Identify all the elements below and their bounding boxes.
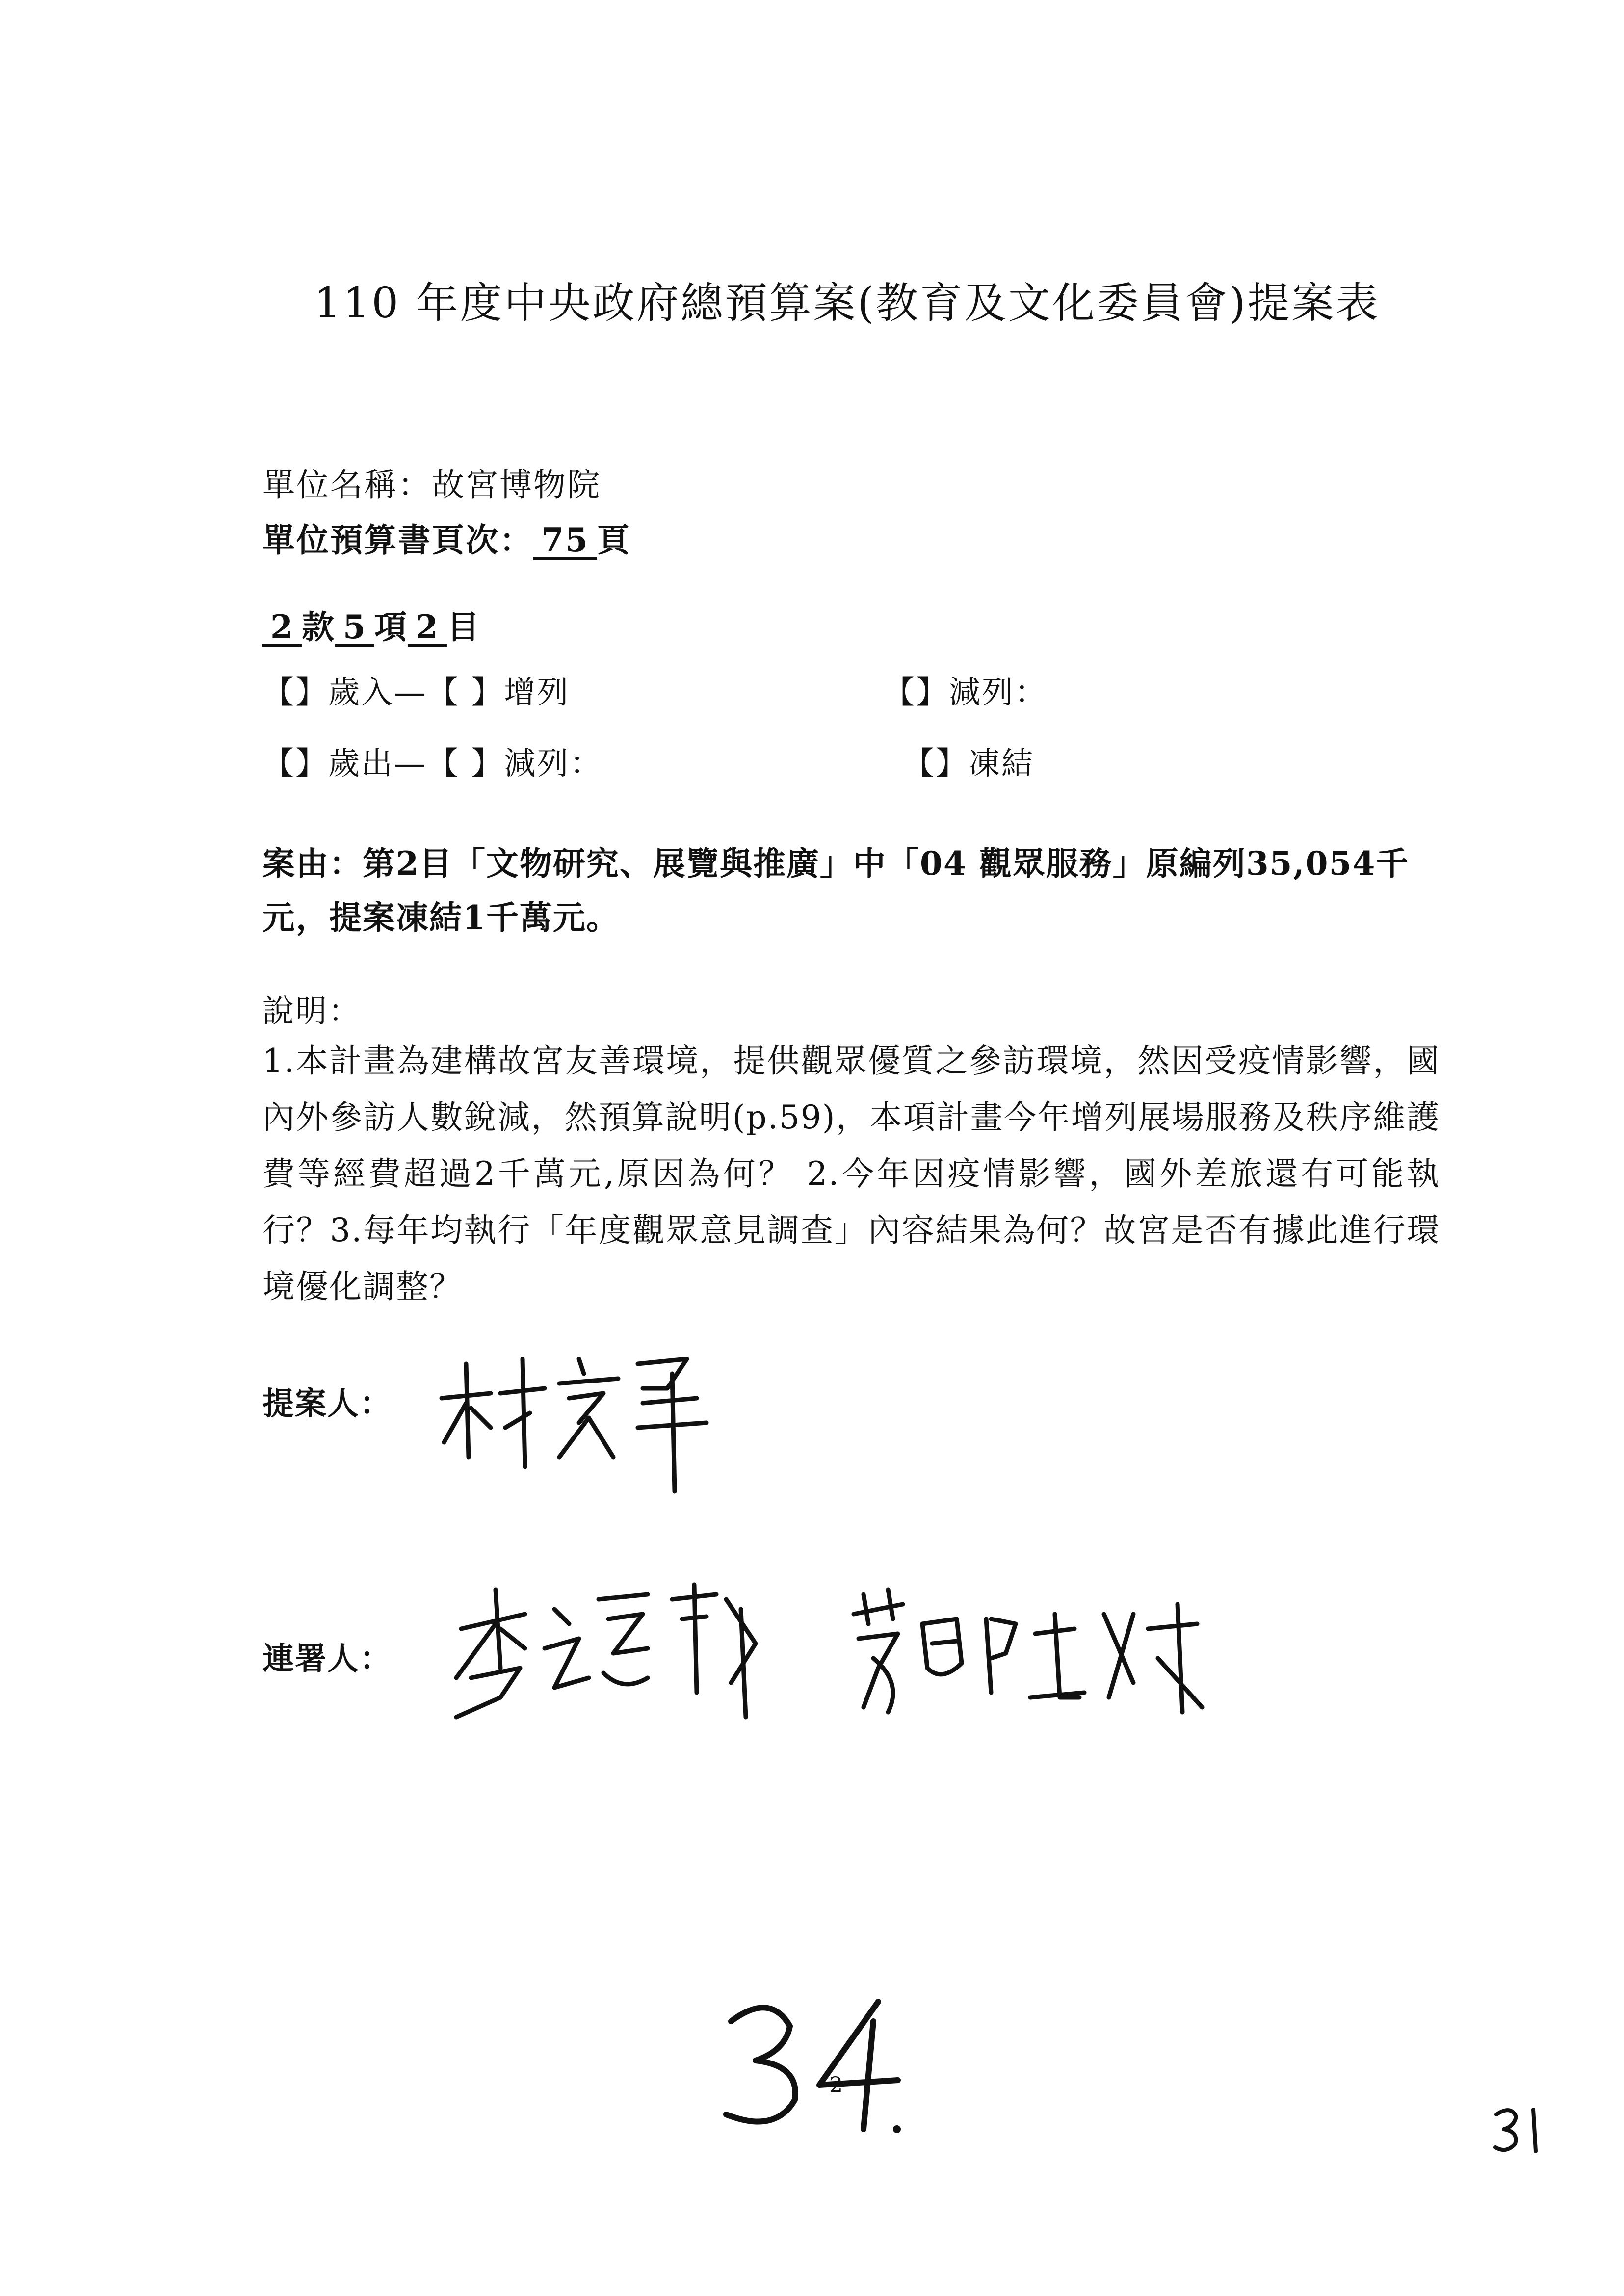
budget-page-number: 75 [533,523,597,560]
handwritten-corner-number [1492,2102,1550,2156]
option-revenue-increase: 【】歲入—【 】增列 [262,675,570,711]
budget-page-line [262,514,631,561]
budget-page-label: 單位預算書頁次： [262,521,533,559]
mu-number: 2 [408,610,447,647]
mu-label: 目 [446,608,480,646]
handwritten-page-number [716,1992,922,2139]
unit-name-value: 故宮博物院 [432,466,601,504]
document-title: 110 年度中央政府總預算案(教育及文化委員會)提案表 [314,279,1380,328]
proposer-label: 提案人： [262,1385,392,1422]
explanation-label: 說明： [262,993,361,1030]
proposal-reason: 案由：第2目「文物研究、展覽與推廣」中「04 觀眾服務」原編列35,054千元，提案凍結1千萬元。 [262,844,1410,937]
unit-name-line [262,459,601,505]
option-freeze: 【】凍結 [903,746,1034,782]
kuan-label: 款 [301,608,335,646]
option-expenditure-decrease: 【】歲出—【 】減列： [262,746,603,782]
cosigner-signature-1 [442,1570,775,1737]
unit-name-label: 單位名稱： [262,466,432,504]
page-number-small: 2 [829,2073,843,2098]
xiang-label: 項 [374,608,408,646]
option-revenue-decrease: 【】減列： [883,675,1048,711]
kuan-number: 2 [262,610,302,647]
xiang-number: 5 [335,610,374,647]
proposer-signature [432,1344,751,1511]
budget-page-suffix: 頁 [597,521,631,559]
cosigner-signature-2 [844,1585,1217,1737]
cosigners-label: 連署人： [262,1641,392,1677]
explanation-body: 1.本計畫為建構故宮友善環境，提供觀眾優質之參訪環境，然因受疫情影響，國內外參訪人數銳減，然預算說明(p.59)，本項計畫今年增列展場服務及秩序維護費等經費超過2千萬元,原因為何？ 2.今年因疫情影響，國外差旅還有可能執行？3.每年均執行「年度觀眾意見調查」內容結果為何？故宮是否有據此進行環境優化調整？ [262,1042,1440,1305]
kuan-xiang-mu-line [262,601,480,648]
